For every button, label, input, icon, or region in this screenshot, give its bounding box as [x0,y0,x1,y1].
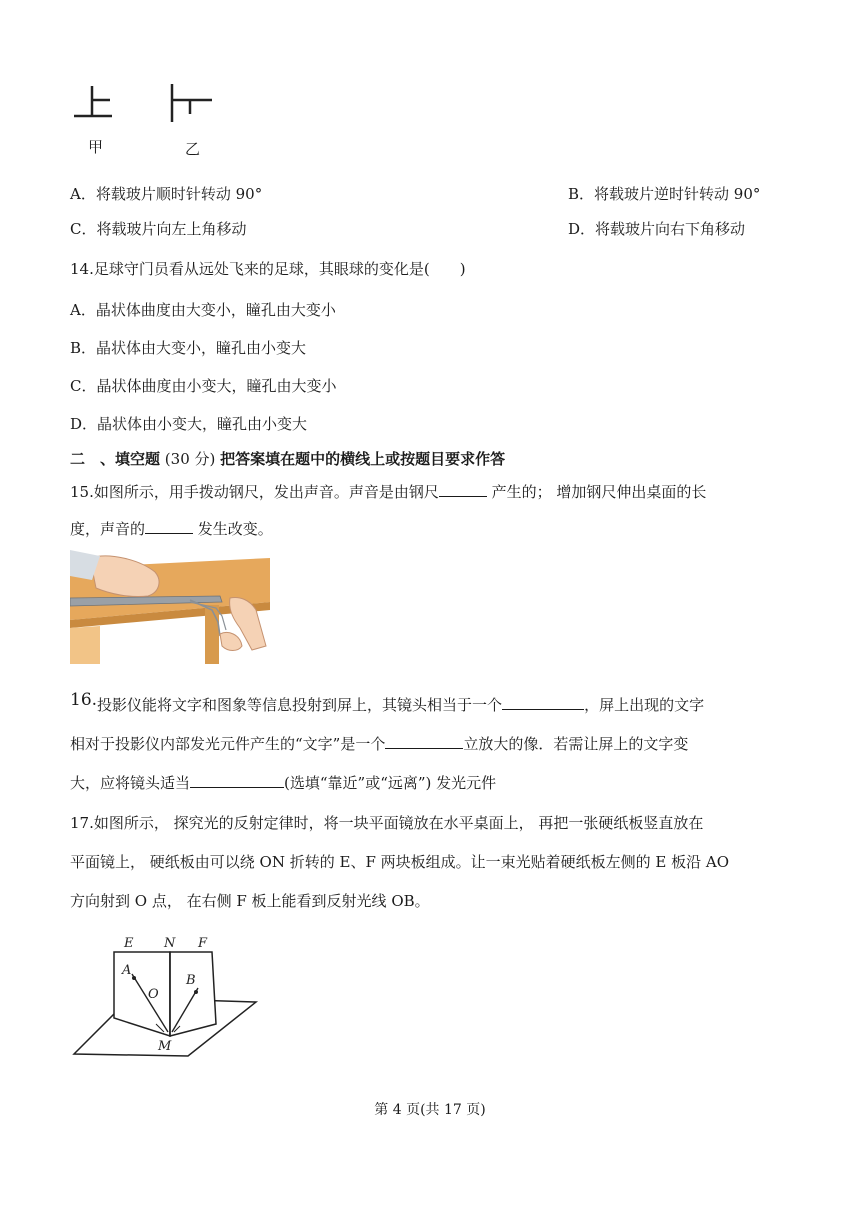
q14-option-d: D．晶状体由小变大，瞳孔由小变大 [70,415,308,433]
figure-label-jia: 甲 [88,138,104,156]
q16-blank-1[interactable] [502,695,584,710]
q16-text-1b: ，屏上出现的文字 [584,696,705,714]
q13-option-a: A．将载玻片顺时针转动 90° [70,185,263,203]
label-O: O [148,987,159,1002]
q17-line-2: 平面镜上， 硬纸板由可以绕 ON 折转的 E、F 两块板组成。让一束光贴着硬纸板左侧的 E 板沿 AO [70,853,730,871]
q16-text-2a: 相对于投影仪内部发光元件产生的“文字”是一个 [70,735,386,753]
q15-text-2a: 度，声音的 [70,520,146,538]
label-A: A [122,963,132,978]
q14-stem: 14.足球守门员看从远处飞来的足球，其眼球的变化是( ) [70,260,466,278]
label-F: F [198,936,208,951]
section-points: (30 分) [164,450,216,468]
q13-option-b: B．将载玻片逆时针转动 90° [568,185,761,203]
label-E: E [124,936,134,951]
q16-text-3a: 大，应将镜头适当 [70,774,191,792]
label-B: B [186,973,196,988]
q17-line-1: 17.如图所示， 探究光的反射定律时，将一块平面镜放在水平桌面上， 再把一张硬纸板竖直放在 [70,814,704,832]
q17-line-3: 方向射到 O 点， 在右侧 F 板上能看到反射光线 OB。 [70,892,430,910]
figure-label-yi: 乙 [185,140,201,158]
section-number: 二 、填空题 [70,450,161,468]
q16-blank-2[interactable] [385,734,463,749]
q16-line-3 [70,773,496,793]
q13-option-c: C．将载玻片向左上角移动 [70,220,247,238]
section-heading [70,449,505,469]
q15-blank-2[interactable] [145,519,193,534]
q14-option-a: A．晶状体曲度由大变小，瞳孔由大变小 [70,301,336,319]
q16-line-2 [70,734,688,754]
reflection-board-figure [70,932,260,1060]
label-M: M [158,1039,172,1054]
label-N: N [164,936,176,951]
q13-option-d: D．将载玻片向右下角移动 [568,220,746,238]
q16-blank-3[interactable] [190,773,284,788]
section-instruction: 把答案填在题中的横线上或按题目要求作答 [220,450,506,468]
q14-option-b: B．晶状体由大变小，瞳孔由小变大 [70,339,307,357]
q15-text-2b: 发生改变。 [193,520,273,538]
q15-line-1 [70,482,706,502]
q15-blank-1[interactable] [439,482,487,497]
q16-text-2b: 立放大的像．若需让屏上的文字变 [463,735,689,753]
reflection-board-drawing [70,932,260,1060]
q16-number: 16. [70,690,98,710]
page-footer: 第 4 页(共 17 页) [374,1102,486,1118]
q16-text-1a: 投影仪能将文字和图象等信息投射到屏上，其镜头相当于一个 [97,696,503,714]
q15-text-1a: 15.如图所示，用手拨动钢尺，发出声音。声音是由钢尺 [70,483,439,501]
q15-text-1b: 产生的； 增加钢尺伸出桌面的长 [486,483,707,501]
microscope-view-figure [70,78,230,163]
steel-ruler-drawing [70,550,270,664]
q16-line-1 [70,690,705,715]
steel-ruler-figure [70,550,270,664]
q15-line-2 [70,519,273,539]
q14-option-c: C．晶状体曲度由小变大，瞳孔由大变小 [70,377,337,395]
q16-text-3b: (选填“靠近”或“远离”) 发光元件 [284,774,497,792]
